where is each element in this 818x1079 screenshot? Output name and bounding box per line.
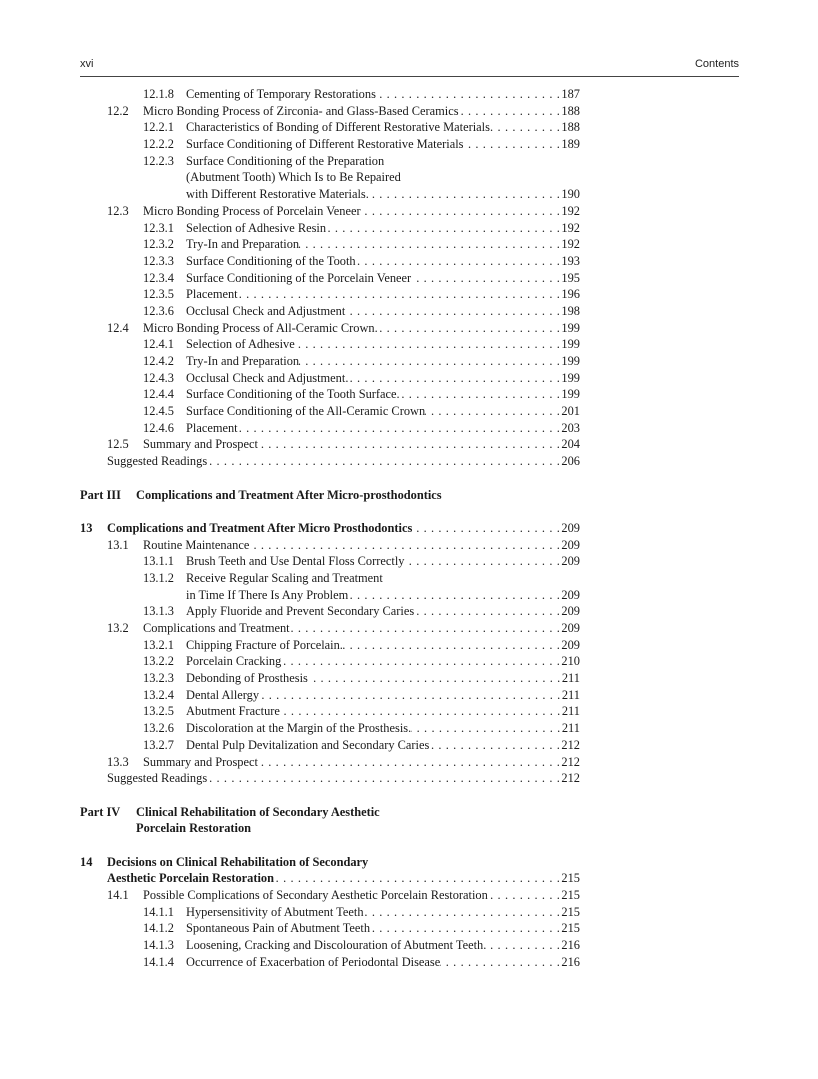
entry-page-number: 188 — [561, 103, 580, 118]
entry-number: 12.4.6 — [143, 420, 174, 435]
entry-page-number: 199 — [561, 337, 580, 352]
dot-leader — [440, 954, 560, 971]
toc-entry — [80, 570, 580, 587]
entry-page-number: 198 — [561, 303, 580, 318]
entry-line — [186, 186, 580, 203]
dot-leader — [376, 86, 561, 103]
dot-leader — [249, 537, 560, 554]
entry-title: Micro Bonding Process of Zirconia- and Glass-Based Ceramics — [143, 103, 459, 118]
entry-title: Abutment Fracture — [186, 704, 280, 719]
entry-line — [143, 537, 580, 554]
entry-page-number: 190 — [561, 187, 580, 202]
entry-title: Debonding of Prosthesis — [186, 671, 308, 686]
dot-leader — [356, 253, 561, 270]
entry-page-number: 188 — [561, 120, 580, 135]
entry-number: 12.4.4 — [143, 387, 174, 402]
entry-title: Receive Regular Scaling and Treatment — [186, 570, 383, 585]
entry-page-number: 204 — [561, 437, 580, 452]
entry-line — [186, 119, 580, 136]
dot-leader — [343, 637, 560, 654]
entry-title: Micro Bonding Process of All-Ceramic Crown. — [143, 320, 378, 335]
toc-entry — [80, 587, 580, 604]
entry-line — [143, 436, 580, 453]
entry-line — [186, 386, 580, 403]
entry-line — [143, 887, 580, 904]
entry-page-number: 215 — [561, 904, 580, 919]
toc-entry — [80, 770, 580, 787]
entry-title: in Time If There Is Any Problem — [186, 587, 349, 602]
entry-line — [186, 653, 580, 670]
entry-title: with Different Restorative Materials. — [186, 187, 369, 202]
entry-line — [186, 954, 580, 971]
entry-line — [107, 854, 580, 871]
entry-line — [107, 453, 580, 470]
entry-title: Porcelain Cracking — [186, 654, 282, 669]
entry-line — [143, 620, 580, 637]
entry-line — [143, 320, 580, 337]
entry-number: 12.3.6 — [143, 303, 174, 318]
entry-page-number: 196 — [561, 287, 580, 302]
dot-leader — [370, 920, 560, 937]
entry-title: Surface Conditioning of Different Restorative Materials — [186, 137, 464, 152]
dot-leader — [281, 653, 560, 670]
toc-entry — [80, 537, 580, 554]
toc-entry — [80, 920, 580, 937]
entry-line — [186, 286, 580, 303]
entry-line — [186, 603, 580, 620]
entry-line — [143, 203, 580, 220]
entry-title: Placement — [186, 420, 238, 435]
toc-entry — [80, 937, 580, 954]
entry-line — [107, 870, 580, 887]
entry-line — [186, 336, 580, 353]
dot-leader — [425, 403, 560, 420]
toc-entry — [80, 904, 580, 921]
spacer — [80, 503, 580, 520]
entry-page-number: 187 — [561, 87, 580, 101]
entry-page-number: 215 — [561, 871, 580, 886]
entry-page-number: 199 — [561, 320, 580, 335]
part-number: Part III — [80, 487, 121, 502]
entry-page-number: 189 — [561, 137, 580, 152]
entry-title: Dental Allergy — [186, 687, 260, 702]
toc-entry — [80, 336, 580, 353]
dot-leader — [486, 937, 560, 954]
entry-title: Decisions on Clinical Rehabilitation of Secondary — [107, 854, 369, 869]
dot-leader — [326, 220, 560, 237]
entry-line — [107, 520, 580, 537]
entry-page-number: 192 — [561, 237, 580, 252]
entry-number: 12.1.8 — [143, 87, 174, 101]
toc-entry — [80, 353, 580, 370]
part-heading — [80, 804, 580, 821]
entry-title: Suggested Readings — [107, 454, 208, 469]
entry-title: Micro Bonding Process of Porcelain Veneer — [143, 203, 361, 218]
entry-title: Loosening, Cracking and Discolouration of Abutment Teeth. — [186, 938, 487, 953]
dot-leader — [493, 119, 560, 136]
entry-page-number: 199 — [561, 370, 580, 385]
entry-line — [107, 770, 580, 787]
dot-leader — [411, 720, 561, 737]
toc-entry — [80, 103, 580, 120]
toc-entry — [80, 603, 580, 620]
entry-number: 14.1.4 — [143, 954, 174, 969]
entry-line — [186, 169, 580, 186]
entry-title: Complications and Treatment After Micro Prosthodontics — [107, 520, 413, 535]
entry-title: Routine Maintenance — [143, 537, 250, 552]
entry-line — [186, 720, 580, 737]
chapter-entry — [80, 854, 580, 871]
dot-leader — [459, 103, 561, 120]
entry-number: 12.2.2 — [143, 137, 174, 152]
entry-title: Try-In and Preparation — [186, 354, 300, 368]
entry-number: 13.2.4 — [143, 687, 174, 702]
entry-line — [186, 670, 580, 687]
entry-title: Occlusal Check and Adjustment — [186, 303, 346, 318]
entry-line — [186, 370, 580, 387]
entry-title: Surface Conditioning of the Tooth — [186, 253, 356, 268]
dot-leader — [414, 603, 560, 620]
entry-page-number: 195 — [561, 270, 580, 285]
dot-leader — [364, 904, 561, 921]
entry-number: 13 — [80, 520, 93, 535]
entry-title: Discoloration at the Margin of the Prosthesis. — [186, 721, 412, 736]
dot-leader — [361, 203, 561, 220]
entry-line — [186, 687, 580, 704]
entry-title: Try-In and Preparation — [186, 237, 300, 252]
entry-page-number: 215 — [561, 921, 580, 936]
part-number: Part IV — [80, 804, 121, 819]
section-label: Contents — [694, 58, 739, 70]
entry-title: Apply Fluoride and Prevent Secondary Caries — [186, 604, 415, 619]
entry-number: 14.1.1 — [143, 904, 174, 919]
entry-number: 14.1.3 — [143, 938, 174, 953]
entry-number: 13.2.7 — [143, 737, 174, 752]
part-title: Clinical Rehabilitation of Secondary Aesthetic — [136, 804, 380, 819]
dot-leader — [412, 520, 560, 537]
running-header — [80, 58, 739, 77]
toc-entry — [80, 653, 580, 670]
entry-page-number: 211 — [561, 687, 580, 702]
dot-leader — [207, 770, 560, 787]
entry-title: Cementing of Temporary Restorations — [186, 87, 376, 101]
dot-leader — [238, 286, 561, 303]
chapter-entry — [80, 870, 580, 887]
entry-number: 13.2.5 — [143, 704, 174, 719]
dot-leader — [348, 587, 560, 604]
entry-number: 13.1 — [107, 537, 129, 552]
dot-leader — [345, 303, 560, 320]
entry-title: Summary and Prospect — [143, 437, 258, 452]
toc-entry — [80, 86, 580, 103]
toc-entry — [80, 887, 580, 904]
entry-title: Occlusal Check and Adjustment. — [186, 370, 349, 385]
toc-entry — [80, 153, 580, 170]
dot-leader — [274, 870, 560, 887]
dot-leader — [404, 553, 560, 570]
entry-line — [186, 270, 580, 287]
entry-page-number: 201 — [561, 404, 580, 419]
chapter-entry — [80, 520, 580, 537]
dot-leader — [429, 737, 560, 754]
entry-line — [186, 904, 580, 921]
entry-page-number: 209 — [561, 554, 580, 569]
entry-line — [186, 920, 580, 937]
entry-number: 12.3 — [107, 203, 129, 218]
entry-line — [186, 587, 580, 604]
toc-entry — [80, 303, 580, 320]
entry-title: Suggested Readings — [107, 771, 208, 786]
entry-page-number: 212 — [561, 754, 580, 769]
entry-title: Surface Conditioning of the Preparation — [186, 153, 385, 168]
entry-title: (Abutment Tooth) Which Is to Be Repaired — [186, 170, 401, 185]
dot-leader — [259, 687, 561, 704]
part-title: Complications and Treatment After Micro-prosthodontics — [136, 487, 442, 502]
dot-leader — [207, 453, 560, 470]
entry-title: Possible Complications of Secondary Aesthetic Porcelain Restoration — [143, 888, 488, 902]
toc-entry — [80, 403, 580, 420]
entry-number: 14.1 — [107, 888, 129, 902]
entry-page-number: 192 — [561, 203, 580, 218]
entry-line — [186, 420, 580, 437]
entry-line — [186, 303, 580, 320]
toc-entry — [80, 119, 580, 136]
toc-entry — [80, 220, 580, 237]
entry-number: 14 — [80, 854, 93, 869]
toc-entry — [80, 186, 580, 203]
toc-entry — [80, 754, 580, 771]
entry-page-number: 210 — [561, 654, 580, 669]
entry-page-number: 211 — [561, 704, 580, 719]
toc-entry — [80, 386, 580, 403]
entry-number: 12.4.1 — [143, 337, 174, 352]
entry-title: Complications and Treatment — [143, 621, 290, 635]
entry-line — [186, 937, 580, 954]
entry-page-number: 193 — [561, 253, 580, 268]
entry-number: 12.3.3 — [143, 253, 174, 268]
entry-page-number: 216 — [561, 938, 580, 953]
entry-line — [186, 570, 580, 587]
dot-leader — [258, 436, 560, 453]
spacer — [80, 787, 580, 804]
toc-entry — [80, 203, 580, 220]
spacer — [80, 837, 580, 854]
entry-number: 12.2.3 — [143, 153, 174, 168]
entry-title: Surface Conditioning of the Porcelain Veneer — [186, 270, 412, 285]
entry-title: Occurrence of Exacerbation of Periodontal Disease — [186, 954, 441, 969]
entry-page-number: 212 — [561, 737, 580, 752]
entry-number: 13.1.3 — [143, 604, 174, 619]
entry-number: 12.3.1 — [143, 220, 174, 235]
dot-leader — [411, 270, 560, 287]
entry-line — [186, 253, 580, 270]
entry-number: 13.2 — [107, 621, 129, 635]
entry-line — [143, 103, 580, 120]
dot-leader — [299, 236, 560, 253]
dot-leader — [400, 386, 561, 403]
entry-title: Hypersensitivity of Abutment Teeth — [186, 904, 364, 919]
entry-title: Spontaneous Pain of Abutment Teeth — [186, 921, 371, 936]
entry-page-number: 209 — [561, 621, 580, 635]
entry-number: 13.3 — [107, 754, 129, 769]
entry-title: Brush Teeth and Use Dental Floss Correctly — [186, 554, 405, 569]
table-of-contents — [80, 86, 580, 970]
entry-title: Dental Pulp Devitalization and Secondary Caries — [186, 737, 430, 752]
toc-entry — [80, 136, 580, 153]
entry-number: 14.1.2 — [143, 921, 174, 936]
toc-entry — [80, 687, 580, 704]
entry-page-number: 209 — [561, 537, 580, 552]
page-number-label: xvi — [80, 58, 94, 70]
entry-number: 13.2.3 — [143, 671, 174, 686]
toc-entry — [80, 620, 580, 637]
dot-leader — [488, 887, 561, 904]
entry-number: 12.4.3 — [143, 370, 174, 385]
entry-number: 12.4.2 — [143, 354, 174, 368]
entry-line — [186, 553, 580, 570]
entry-title: Characteristics of Bonding of Different Restorative Materials. — [186, 120, 494, 135]
dot-leader — [308, 670, 561, 687]
toc-entry — [80, 236, 580, 253]
entry-number: 12.4.5 — [143, 404, 174, 419]
entry-line — [186, 236, 580, 253]
part-heading — [80, 820, 580, 837]
entry-title: Surface Conditioning of the All-Ceramic Crown — [186, 404, 426, 419]
toc-entry — [80, 286, 580, 303]
entry-title: Surface Conditioning of the Tooth Surface. — [186, 387, 400, 402]
toc-entry — [80, 270, 580, 287]
entry-number: 12.2 — [107, 103, 129, 118]
toc-entry — [80, 703, 580, 720]
entry-page-number: 209 — [561, 637, 580, 652]
part-heading — [80, 487, 580, 504]
dot-leader — [280, 703, 561, 720]
entry-line — [186, 86, 580, 103]
entry-number: 12.3.4 — [143, 270, 174, 285]
entry-number: 13.2.2 — [143, 654, 174, 669]
toc-entry — [80, 436, 580, 453]
entry-number: 12.2.1 — [143, 120, 174, 135]
dot-leader — [299, 353, 560, 370]
entry-title: Summary and Prospect — [143, 754, 258, 769]
entry-title: Selection of Adhesive Resin — [186, 220, 327, 235]
dot-leader — [378, 320, 561, 337]
entry-page-number: 212 — [561, 771, 580, 786]
entry-line — [186, 403, 580, 420]
entry-number: 12.3.5 — [143, 287, 174, 302]
entry-line — [186, 703, 580, 720]
dot-leader — [290, 620, 561, 637]
part-title: Porcelain Restoration — [136, 821, 252, 836]
toc-entry — [80, 420, 580, 437]
entry-line — [186, 637, 580, 654]
entry-page-number: 192 — [561, 220, 580, 235]
entry-line — [186, 153, 580, 170]
entry-number: 12.5 — [107, 437, 129, 452]
dot-leader — [238, 420, 561, 437]
entry-page-number: 211 — [561, 671, 580, 686]
dot-leader — [348, 370, 560, 387]
toc-entry — [80, 169, 580, 186]
entry-number: 13.2.6 — [143, 721, 174, 736]
toc-entry — [80, 553, 580, 570]
toc-entry — [80, 670, 580, 687]
entry-number: 13.2.1 — [143, 637, 174, 652]
toc-entry — [80, 637, 580, 654]
toc-entry — [80, 720, 580, 737]
entry-page-number: 199 — [561, 387, 580, 402]
entry-page-number: 209 — [561, 587, 580, 602]
entry-line — [186, 220, 580, 237]
toc-entry — [80, 320, 580, 337]
entry-page-number: 216 — [561, 954, 580, 969]
entry-number: 12.3.2 — [143, 237, 174, 252]
entry-number: 12.4 — [107, 320, 129, 335]
entry-page-number: 209 — [561, 604, 580, 619]
entry-line — [143, 754, 580, 771]
entry-line — [186, 737, 580, 754]
entry-page-number: 211 — [561, 721, 580, 736]
entry-title: Selection of Adhesive — [186, 337, 295, 352]
toc-entry — [80, 253, 580, 270]
entry-page-number: 206 — [561, 454, 580, 469]
toc-entry — [80, 453, 580, 470]
dot-leader — [463, 136, 560, 153]
entry-number: 13.1.1 — [143, 554, 174, 569]
dot-leader — [295, 336, 561, 353]
entry-title: Placement — [186, 287, 238, 302]
entry-page-number: 215 — [561, 888, 580, 902]
entry-page-number: 203 — [561, 420, 580, 435]
dot-leader — [258, 754, 560, 771]
entry-title: Chipping Fracture of Porcelain. — [186, 637, 343, 652]
entry-number: 13.1.2 — [143, 570, 174, 585]
dot-leader — [369, 186, 561, 203]
toc-entry — [80, 370, 580, 387]
entry-line — [186, 353, 580, 370]
toc-entry — [80, 954, 580, 971]
entry-title: Aesthetic Porcelain Restoration — [107, 871, 275, 886]
toc-entry — [80, 737, 580, 754]
entry-line — [186, 136, 580, 153]
entry-page-number: 209 — [561, 520, 580, 535]
entry-page-number: 199 — [561, 354, 580, 368]
spacer — [80, 470, 580, 487]
